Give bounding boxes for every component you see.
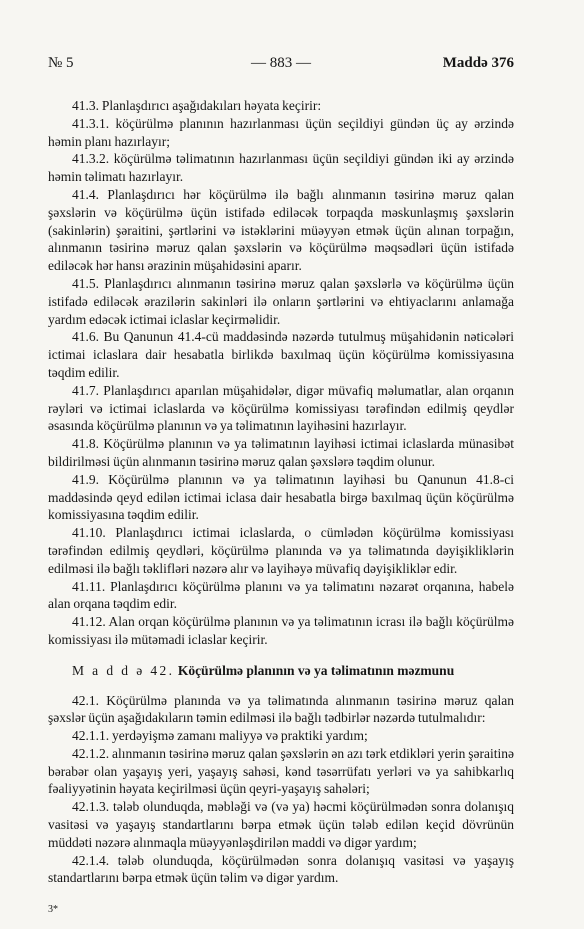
- paragraph: 41.6. Bu Qanunun 41.4-cü maddəsində nəzərdə tutulmuş müşahidənin nəticələri ictimai iclaslara dair hesabatla birlikdə baxılmaq üçün köçürülmə komissiyasına təqdim edilir.: [48, 329, 514, 380]
- article-title: Köçürülmə planının və ya təlimatının məzmunu: [177, 662, 455, 678]
- paragraph: 41.7. Planlaşdırıcı aparılan müşahidələr, digər müvafiq məlumatlar, alan orqanın rəyləri və ictimai iclaslarda və köçürülmə komissiyası tərəfindən edilmiş qeydlər əsasında köçürülmə planının və ya təlimatının layihəsini hazırlayır.: [48, 382, 514, 434]
- paragraph: 42.1.4. tələb olunduqda, köçürülmədən sonra dolanışıq vasitəsi və yaşayış standartlarını bərpa etmək üçün təlim və digər yardım.: [48, 852, 514, 886]
- article-reference: Maddə 376: [442, 55, 514, 71]
- paragraph: 41.10. Planlaşdırıcı ictimai iclaslarda, o cümlədən köçürülmə komissiyası tərəfindən edilmiş qeydləri, köçürülmə planında və ya təlimatında dəyişikliklərin edilməsi ilə bağlı təklifləri nəzərə alır və layihəyə müvafiq dəyişikliklər edir.: [48, 525, 514, 576]
- article-heading: [48, 662, 514, 680]
- paragraph: 41.8. Köçürülmə planının və ya təlimatının layihəsi ictimai iclaslarda münasibət bildirilməsi üçün alınmanın təsirinə məruz qalan şəxslərə təqdim olunur.: [48, 436, 514, 469]
- paragraph: 41.3.2. köçürülmə təlimatının hazırlanması üçün seçildiyi gündən iki ay ərzində həmin təlimatı hazırlayır.: [48, 151, 514, 185]
- article-label: M a d d ə 42.: [72, 662, 175, 678]
- paragraph: 41.3.1. köçürülmə planının hazırlanması üçün seçildiyi gündən üç ay ərzində həmin planı hazırlayır;: [48, 115, 514, 149]
- paragraph: 42.1.2. alınmanın təsirinə məruz qalan şəxslərin ən azı tərk etdikləri yerin şəraitinə bərabər olan yaşayış yeri, yaşayış sahəsi, kənd təsərrüfatı yerləri və ya sahibkarlıq fəaliyyətinin həyata keçirilməsi üçün qeyri-yaşayış sahələri;: [48, 745, 514, 797]
- paragraph: 41.5. Planlaşdırıcı alınmanın təsirinə məruz qalan şəxslərlə və köçürülmə üçün istifadə ediləcək ərazilərin sakinləri ilə onların şərtlərini və ehtiyaclarını anlamağa yardım edəcək ictimai iclaslar keçirməlidir.: [48, 275, 514, 327]
- paragraph: 41.11. Planlaşdırıcı köçürülmə planını və ya təlimatını nəzarət orqanına, habelə alan orqana təqdim edir.: [48, 578, 514, 612]
- signature-mark: 3*: [48, 904, 58, 915]
- paragraph: 41.4. Planlaşdırıcı hər köçürülmə ilə bağlı alınmanın təsirinə məruz qalan şəxslərin və köçürülmə üçün istifadə ediləcək torpaqda məskunlaşmış şəxslərin (sakinlərin) şəraitini, şərtlərini və istəklərini müəyyən etmək üçün alınan torpağın, alınmanın təsirinə məruz qalan şəxslərin və köçürülmə məqsədləri üçün istifadə ediləcək hər hansı ərazinin müşahidəsini aparır.: [48, 186, 514, 274]
- page-body: [48, 97, 514, 887]
- paragraph: 41.12. Alan orqan köçürülmə planının və ya təlimatının icrası ilə bağlı köçürülmə komissiyası ilə mütəmadi iclaslar keçirir.: [48, 614, 514, 647]
- paragraph: 42.1. Köçürülmə planında və ya təlimatında alınmanın təsirinə məruz qalan şəxslər üçün aşağıdakıların təmin edilməsi ilə bağlı tədbirlər nəzərdə tutulmalıdır:: [48, 692, 514, 726]
- paragraph: 42.1.1. yerdəyişmə zamanı maliyyə və praktiki yardım;: [72, 728, 368, 744]
- page-header: [48, 53, 514, 73]
- issue-number: № 5: [48, 55, 74, 71]
- paragraph: 41.3. Planlaşdırıcı aşağıdakıları həyata keçirir:: [72, 98, 322, 113]
- page-number: — 883 —: [251, 55, 311, 71]
- paragraph: 41.9. Köçürülmə planının və ya təlimatının layihəsi bu Qanunun 41.8-ci maddəsində qeyd edilən ictimai iclasa dair hesabatla birgə baxılmaq üçün köçürülmə komissiyasına təqdim edilir.: [48, 471, 514, 523]
- paragraph: 42.1.3. tələb olunduqda, məbləği və (və ya) həcmi köçürülmədən sonra dolanışıq vasitəsi və yaşayış standartlarını bərpa etmək üçün tələb edilən keçid dövrünün müddəti nəzərə alınmaqla müəyyənləşdirilən maddi və digər yardım;: [48, 799, 514, 850]
